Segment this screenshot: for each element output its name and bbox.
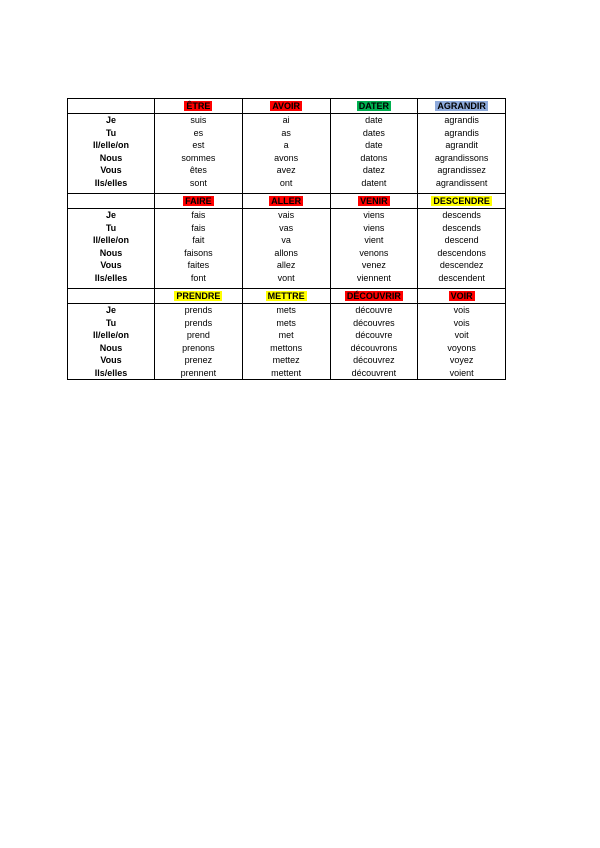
conjugated-form-cell: découvre bbox=[330, 329, 418, 342]
pronoun-cell: Nous bbox=[68, 152, 155, 165]
verb-header-cell bbox=[418, 194, 506, 209]
verb-name: VOIR bbox=[450, 290, 473, 301]
conjugated-form-cell: prenez bbox=[155, 354, 243, 367]
pronoun-cell: Vous bbox=[68, 354, 155, 367]
conjugation-row bbox=[68, 247, 506, 260]
pronoun-cell: Nous bbox=[68, 247, 155, 260]
verb-header-row bbox=[68, 289, 506, 304]
header-corner-cell bbox=[68, 289, 155, 304]
conjugated-form-cell: met bbox=[242, 329, 330, 342]
conjugated-form-cell: ai bbox=[242, 114, 330, 127]
conjugation-table bbox=[67, 98, 506, 380]
pronoun-cell: Nous bbox=[68, 342, 155, 355]
conjugated-form-cell: descends bbox=[418, 209, 506, 222]
verb-header-cell bbox=[330, 99, 418, 114]
conjugation-sheet bbox=[67, 98, 505, 380]
verb-header-cell bbox=[330, 289, 418, 304]
pronoun-cell: Tu bbox=[68, 127, 155, 140]
pronoun-cell: Je bbox=[68, 114, 155, 127]
pronoun-cell: Il/elle/on bbox=[68, 139, 155, 152]
conjugated-form-cell: descendons bbox=[418, 247, 506, 260]
conjugation-row bbox=[68, 164, 506, 177]
conjugated-form-cell: agrandis bbox=[418, 127, 506, 140]
conjugated-form-cell: datons bbox=[330, 152, 418, 165]
conjugated-form-cell: avons bbox=[242, 152, 330, 165]
conjugated-form-cell: allons bbox=[242, 247, 330, 260]
verb-header-row bbox=[68, 99, 506, 114]
conjugated-form-cell: agrandit bbox=[418, 139, 506, 152]
verb-header-cell bbox=[418, 99, 506, 114]
conjugated-form-cell: agrandis bbox=[418, 114, 506, 127]
conjugated-form-cell: descends bbox=[418, 222, 506, 235]
conjugated-form-cell: avez bbox=[242, 164, 330, 177]
conjugation-row bbox=[68, 209, 506, 222]
conjugated-form-cell: vois bbox=[418, 317, 506, 330]
conjugated-form-cell: es bbox=[155, 127, 243, 140]
conjugated-form-cell: datent bbox=[330, 177, 418, 190]
conjugated-form-cell: descendez bbox=[418, 259, 506, 272]
pronoun-cell: Il/elle/on bbox=[68, 329, 155, 342]
conjugation-row bbox=[68, 272, 506, 285]
verb-name: DATER bbox=[358, 100, 390, 111]
conjugated-form-cell: prennent bbox=[155, 367, 243, 380]
conjugated-form-cell: sont bbox=[155, 177, 243, 190]
conjugation-row bbox=[68, 342, 506, 355]
conjugated-form-cell: suis bbox=[155, 114, 243, 127]
verb-header-cell bbox=[418, 289, 506, 304]
verb-name: METTRE bbox=[267, 290, 305, 301]
verb-name: FAIRE bbox=[185, 195, 212, 206]
conjugated-form-cell: vont bbox=[242, 272, 330, 285]
conjugated-form-cell: voyez bbox=[418, 354, 506, 367]
verb-header-cell bbox=[330, 194, 418, 209]
conjugated-form-cell: venez bbox=[330, 259, 418, 272]
conjugation-row bbox=[68, 329, 506, 342]
conjugated-form-cell: prends bbox=[155, 317, 243, 330]
header-corner-cell bbox=[68, 194, 155, 209]
verb-header-cell bbox=[155, 289, 243, 304]
conjugated-form-cell: descendent bbox=[418, 272, 506, 285]
verb-name: ÊTRE bbox=[186, 100, 211, 111]
verb-header-row bbox=[68, 194, 506, 209]
pronoun-cell: Il/elle/on bbox=[68, 234, 155, 247]
conjugated-form-cell: descend bbox=[418, 234, 506, 247]
verb-name: PRENDRE bbox=[176, 290, 221, 301]
conjugated-form-cell: découvrent bbox=[330, 367, 418, 380]
pronoun-cell: Tu bbox=[68, 317, 155, 330]
conjugated-form-cell: venons bbox=[330, 247, 418, 260]
verb-header-cell bbox=[242, 99, 330, 114]
pronoun-cell: Ils/elles bbox=[68, 272, 155, 285]
header-corner-cell bbox=[68, 99, 155, 114]
conjugation-row bbox=[68, 127, 506, 140]
conjugation-row bbox=[68, 152, 506, 165]
conjugated-form-cell: vient bbox=[330, 234, 418, 247]
conjugated-form-cell: allez bbox=[242, 259, 330, 272]
conjugated-form-cell: viens bbox=[330, 209, 418, 222]
conjugated-form-cell: fais bbox=[155, 209, 243, 222]
conjugated-form-cell: agrandissons bbox=[418, 152, 506, 165]
verb-header-cell bbox=[242, 194, 330, 209]
pronoun-cell: Vous bbox=[68, 259, 155, 272]
conjugation-row bbox=[68, 259, 506, 272]
conjugation-row bbox=[68, 139, 506, 152]
conjugated-form-cell: mets bbox=[242, 304, 330, 317]
conjugated-form-cell: fait bbox=[155, 234, 243, 247]
conjugation-row bbox=[68, 317, 506, 330]
conjugated-form-cell: ont bbox=[242, 177, 330, 190]
pronoun-cell: Tu bbox=[68, 222, 155, 235]
conjugated-form-cell: prend bbox=[155, 329, 243, 342]
conjugated-form-cell: mettent bbox=[242, 367, 330, 380]
verb-header-cell bbox=[155, 99, 243, 114]
conjugated-form-cell: voit bbox=[418, 329, 506, 342]
conjugated-form-cell: découvre bbox=[330, 304, 418, 317]
conjugated-form-cell: va bbox=[242, 234, 330, 247]
conjugated-form-cell: voient bbox=[418, 367, 506, 380]
pronoun-cell: Ils/elles bbox=[68, 177, 155, 190]
conjugated-form-cell: date bbox=[330, 139, 418, 152]
conjugated-form-cell: vais bbox=[242, 209, 330, 222]
pronoun-cell: Vous bbox=[68, 164, 155, 177]
verb-name: DESCENDRE bbox=[433, 195, 490, 206]
verb-name: DÉCOUVRIR bbox=[346, 290, 401, 301]
conjugated-form-cell: faisons bbox=[155, 247, 243, 260]
conjugated-form-cell: font bbox=[155, 272, 243, 285]
verb-name: AGRANDIR bbox=[437, 100, 486, 111]
conjugated-form-cell: date bbox=[330, 114, 418, 127]
conjugated-form-cell: viennent bbox=[330, 272, 418, 285]
conjugated-form-cell: datez bbox=[330, 164, 418, 177]
conjugated-form-cell: découvres bbox=[330, 317, 418, 330]
conjugated-form-cell: prends bbox=[155, 304, 243, 317]
verb-header-cell bbox=[242, 289, 330, 304]
conjugated-form-cell: vois bbox=[418, 304, 506, 317]
conjugation-row bbox=[68, 367, 506, 380]
conjugated-form-cell: sommes bbox=[155, 152, 243, 165]
conjugated-form-cell: faites bbox=[155, 259, 243, 272]
conjugated-form-cell: découvrons bbox=[330, 342, 418, 355]
conjugated-form-cell: dates bbox=[330, 127, 418, 140]
conjugation-row bbox=[68, 114, 506, 127]
conjugated-form-cell: viens bbox=[330, 222, 418, 235]
pronoun-cell: Ils/elles bbox=[68, 367, 155, 380]
conjugated-form-cell: voyons bbox=[418, 342, 506, 355]
verb-header-cell bbox=[155, 194, 243, 209]
conjugated-form-cell: découvrez bbox=[330, 354, 418, 367]
conjugation-row bbox=[68, 177, 506, 190]
conjugation-row bbox=[68, 222, 506, 235]
conjugated-form-cell: prenons bbox=[155, 342, 243, 355]
verb-name: VENIR bbox=[360, 195, 388, 206]
conjugated-form-cell: mets bbox=[242, 317, 330, 330]
conjugated-form-cell: est bbox=[155, 139, 243, 152]
conjugated-form-cell: vas bbox=[242, 222, 330, 235]
verb-name: ALLER bbox=[271, 195, 302, 206]
conjugated-form-cell: fais bbox=[155, 222, 243, 235]
conjugated-form-cell: mettez bbox=[242, 354, 330, 367]
verb-name: AVOIR bbox=[272, 100, 301, 111]
conjugated-form-cell: as bbox=[242, 127, 330, 140]
conjugated-form-cell: êtes bbox=[155, 164, 243, 177]
conjugated-form-cell: a bbox=[242, 139, 330, 152]
conjugated-form-cell: mettons bbox=[242, 342, 330, 355]
conjugated-form-cell: agrandissent bbox=[418, 177, 506, 190]
conjugation-row bbox=[68, 304, 506, 317]
conjugation-row bbox=[68, 354, 506, 367]
pronoun-cell: Je bbox=[68, 209, 155, 222]
pronoun-cell: Je bbox=[68, 304, 155, 317]
conjugation-row bbox=[68, 234, 506, 247]
conjugated-form-cell: agrandissez bbox=[418, 164, 506, 177]
conjugation-table-body bbox=[68, 99, 506, 380]
